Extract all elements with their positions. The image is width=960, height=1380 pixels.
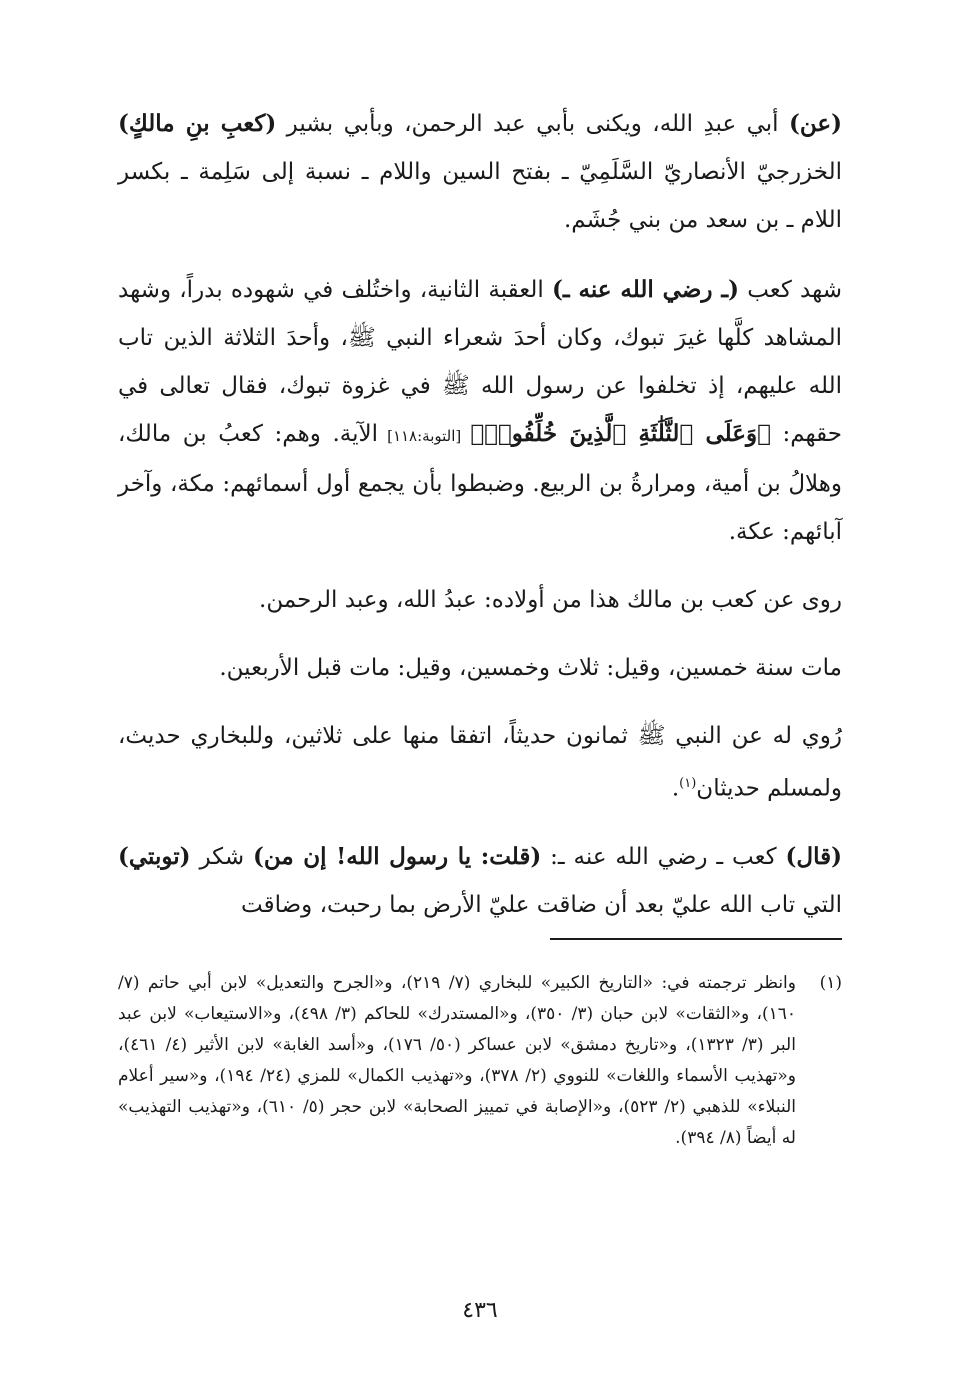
p1-text-a: أبي عبدِ الله، ويكنى بأبي عبد الرحمن، وبأبي بشير (276, 111, 789, 137)
paragraph-death: مات سنة خمسين، وقيل: ثلاث وخمسين، وقيل: مات قبل الأربعين. (219, 655, 842, 681)
bold-tawbati: (توبتي) (118, 842, 191, 870)
paragraph-qal (118, 833, 842, 929)
bold-kaab-bin-malik: (كعبِ بنِ مالكٍ) (118, 110, 277, 137)
footnote-marker[interactable]: (١) (679, 776, 697, 791)
paragraph-children: روى عن كعب بن مالك هذا من أولاده: عبدُ الله، وعبد الرحمن. (259, 587, 842, 613)
p1-text-b: الخزرجيّ الأنصاريّ السَّلَمِيّ ـ بفتح السين واللام ـ نسبة إلى سَلِمة ـ بكسر اللام ـ بن سعد من بني جُشَم. (118, 159, 842, 233)
bold-quote: (قلت: يا رسول الله! إن من) (253, 842, 542, 870)
bold-an: (عن) (789, 110, 842, 137)
bold-qal: (قال) (785, 842, 842, 870)
p2-text-b: العقبة الثانية، واختُلف في شهوده بدراً، وشهد المشاهد كلَّها غيرَ تبوك، وكان أحدَ شعراء النبي ﷺ، وأحدَ الثلاثة الذين تاب الله عليهم، إذ تخلفوا عن رسول الله ﷺ في غزوة تبوك، فقال تعالى في حقهم: (118, 277, 843, 447)
footnote-divider (550, 938, 842, 940)
page-number: ٤٣٦ (462, 1298, 498, 1323)
p2-text-a: شهد كعب (739, 277, 842, 303)
quran-verse: ﴿وَعَلَى ٱلثَّلَٰثَةِ ٱلَّذِينَ خُلِّفُوا۟﴾ (470, 420, 771, 447)
quran-reference: [التوبة:١١٨] (378, 427, 471, 445)
paragraph-hadith-count (118, 712, 842, 813)
p6-text-b: شكر (190, 843, 253, 870)
paragraph-biography (118, 266, 842, 556)
paragraph-kaab-name (118, 100, 842, 244)
page-body (118, 100, 843, 1148)
p5-end: . (671, 775, 680, 802)
p5-text: رُوي له عن النبي ﷺ ثمانون حديثاً، اتفقا منها على ثلاثين، وللبخاري حديث، ولمسلم حديثان (118, 723, 842, 802)
footnote (118, 968, 842, 1154)
bold-radi-allah: (ـ رضي الله عنه ـ) (552, 276, 740, 303)
p6-text-c: التي تاب الله عليّ بعد أن ضاقت عليّ الأرض بما رحبت، وضاقت (241, 891, 842, 918)
footnote-number: (١) (819, 973, 842, 993)
p2-text-c: الآية. وهم: كعبُ بن مالك، وهلالُ بن أمية، ومرارةُ بن الربيع. وضبطوا بأن يجمع أول أسمائهم: مكة، وآخر آبائهم: عكة. (118, 421, 842, 545)
footnote-text: وانظر ترجمته في: «التاريخ الكبير» للبخاري (٧/ ٢١٩)، و«الجرح والتعديل» لابن أبي حاتم (٧/ ١٦٠)، و«الثقات» لابن حبان (٣/ ٣٥٠)، و«المستدرك» للحاكم (٣/ ٤٩٨)، و«الاستيعاب» لابن عبد البر (٣/ ١٣٢٣)، و«تاريخ دمشق» لابن عساكر (٥٠/ ١٧٦)، و«أسد الغابة» لابن الأثير (٤/ ٤٦١)، و«تهذيب الأسماء واللغات» للنووي (٢/ ٣٧٨)، و«تهذيب الكمال» للمزي (٢٤/ ١٩٤)، و«سير أعلام النبلاء» للذهبي (٢/ ٥٢٣)، و«الإصابة في تمييز الصحابة» لابن حجر (٥/ ٦١٠)، و«تهذيب التهذيب» له أيضاً (٨/ ٣٩٤). (118, 973, 797, 1148)
p6-text-a: كعب ـ رضي الله عنه ـ: (541, 843, 786, 870)
